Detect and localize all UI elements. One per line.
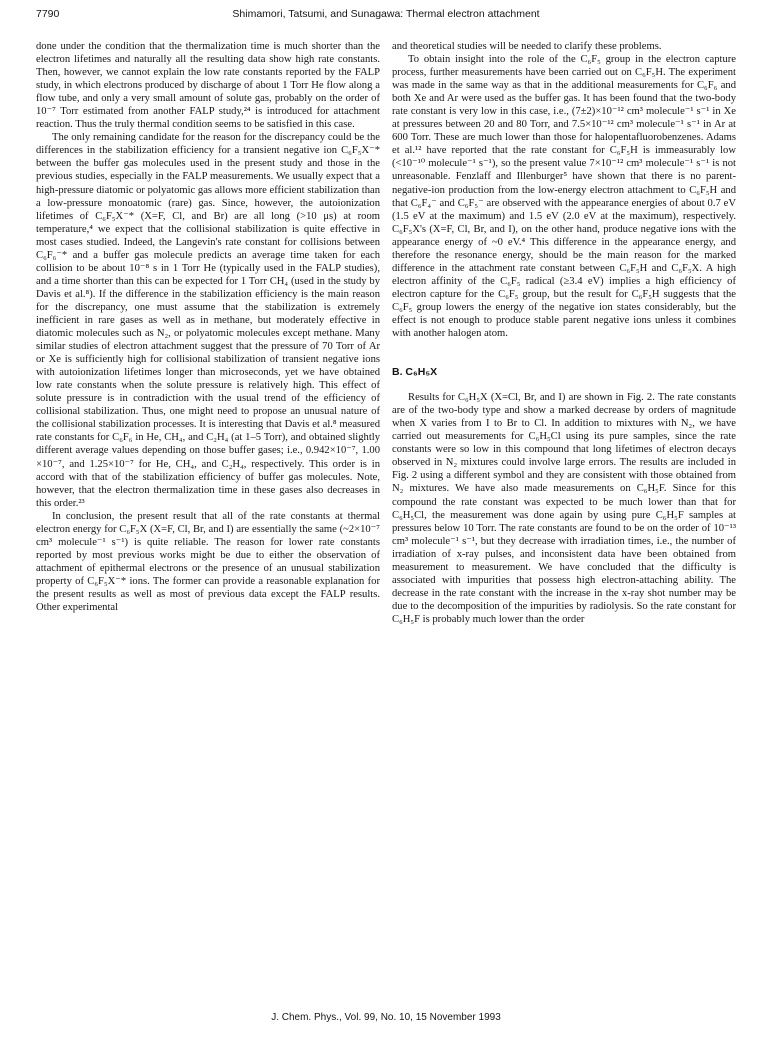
running-header — [36, 8, 736, 24]
paragraph: To obtain insight into the role of the C₆F₅ group in the electron capture process, further measurements have been carried out on C₆F₅H. The experiment was made in the same way as that in the additional measurements for C₆F₆ and both Xe and Ar were used as the buffer gas. It has been found that the two-body rate constant is very low in this case, i.e., (7±2)×10⁻¹² cm³ molecule⁻¹ s⁻¹ in Xe at pressures between 20 and 80 Torr, and 7.5×10⁻¹² cm³ molecule⁻¹ s⁻¹ in Ar at 600 Torr. These are much lower than those for halopentafluorobenzenes. Adams et al.¹² have reported that the rate constant for C₆F₅H is immeasurably low (<10⁻¹⁰ molecule⁻¹ s⁻¹), so the present value 7×10⁻¹² cm³ molecule⁻¹ s⁻¹ is not unreasonable. Fenzlaff and Illenburger⁵ have shown that there is no parent-negative-ion production from the low-energy electron attachment to C₆F₅H and that C₆F₄⁻ and C₆F₅⁻ are observed with the appearance energies of about 0.7 eV (1.5 eV at the maximum) and 1.5 eV (2.0 eV at the maximum), respectively. C₆F₅X's (X=F, Cl, Br, and I), on the other hand, produce negative ions with the appearance energy of ~0 eV.⁴ This difference in the appearance energy, and therefore the resonance energy, should be the main reason for the marked difference in the attachment rate constant between C₆F₅H and C₆F₅X. A high electron affinity of the C₆F₅ radical (≥3.4 eV) implies a high efficiency of electron capture for the C₆F₅ group, but the result for C₆F₅H suggests that the C₆F₅ group lowers the energy of the negative ion states considerably, but the effect is not enough to produce stable parent negative ions unless it combines with another halogen atom. — [392, 54, 736, 340]
running-title: Shimamori, Tatsumi, and Sunagawa: Thermal electron attachment — [232, 8, 540, 20]
page-number: 7790 — [36, 8, 60, 20]
paragraph: and theoretical studies will be needed to clarify these problems. — [392, 41, 662, 52]
section-heading: B. C₆H₅X — [392, 366, 438, 379]
paragraph: Results for C₆H₅X (X=Cl, Br, and I) are shown in Fig. 2. The rate constants are of the two-body type and show a marked decrease by orders of magnitude when X varies from I to Br to Cl. In addition to mixtures with N₂, we have carried out measurements for C₆H₅Cl using its pure samples, since the rate constants were so low in this compound that long lifetimes of electron decays observed in N₂ mixtures could involve large errors. The results are included in Fig. 2 using a different symbol and they are consistent with those obtained from N₂ mixtures. We have also made measurements on C₆H₅F. Since for this compound the rate constant was expected to be much lower than that for C₆H₅Cl, the measurement was done again by using pure C₆H₅F samples at pressures below 10 Torr. The rate constants are found to be on the order of 10⁻¹³ cm³ molecule⁻¹ s⁻¹, but they decrease with irradiation times, i.e., the number of irradiation of x-ray pulses, and inconsistent data have been obtained from measurement to measurement. We have concluded that the difficulty is associated with impurities that possess high electron-attaching ability. The decrease in the rate constant with the increase in the x-ray shot number may be due to the decomposition of the impurities by radiolysis. So the rate constant for C₆H₅F is probably much lower than the order — [392, 392, 736, 625]
paragraph: The only remaining candidate for the reason for the discrepancy could be the differences in the stabilization efficiency for a transient negative ion C₆F₅X⁻* between the buffer gas molecules used in the present study and those in the previous studies, especially in the FALP measurements. We usually expect that a high-pressure diatomic or polyatomic gas allows more efficient stabilization than a low-pressure monoatomic (rare) gas. Since, however, the autoionization lifetimes of C₆F₅X⁻* (X=F, Cl, and Br) are all long (>10 μs) at room temperature,⁴ we expect that the collisional stabilization is quite effective in most cases studied. Indeed, the Langevin's rate constant for collisions between C₆F₆⁻* and a buffer gas molecule predicts an average time taken for each collision to be about 10⁻⁸ s in 1 Torr He (typically used in the FALP studies), and a time shorter than this can be expected for 1 Torr CH₄ (used in the study by Davis et al.⁸). If the difference in the stabilization efficiency is the main reason for the discrepancy, one must assume that the stabilization is extremely inefficient in rare gases as well as in methane, but moderately effective in diatomic molecules such as N₂, or polyatomic molecules except methane. Many similar studies of electron attachment suggest that the pressure of 70 Torr of Ar or Xe is sufficiently high for collisional stabilization of transient negative ions with autoionization lifetimes longer than microseconds, yet we have obtained low rate constants when the solute pressure is relatively high. This effect of solute pressure is in contradiction with the usual trend of the efficiency of collisional stabilization. Thus, one might need to propose an unusual nature of the collisional stabilization processes. It is interesting that Davis et al.⁸ measured rate constants for C₆F₆ in He, CH₄, and C₂H₄ (at 1–5 Torr), and obtained slightly different average values depending on those buffer gases; i.e., 0.942×10⁻⁷, 1.00 ×10⁻⁷, and 1.25×10⁻⁷ for He, CH₄, and C₂H₄, respectively. This order is in accord with that of the stabilization efficiency of buffer gas molecules. Note, however, that the electron thermalization time in these gases also decreases in this order.²³ — [36, 132, 380, 509]
paragraph: done under the condition that the thermalization time is much shorter than the electron lifetimes and naturally all the resulting data show high rate constants. Then, however, we cannot explain the low rate constants reported by the FALP study, in which electrons produced by discharge of about 1 Torr He flow along a flow tube, and only a very small amount of solute gas, probably on the order of 10⁻⁷ Torr estimated from another FALP study,²⁴ is introduced for attachment reaction. Thus the truly thermal condition seems to be satisfied in this case. — [36, 41, 380, 131]
left-column — [36, 40, 380, 614]
right-column — [392, 40, 736, 626]
journal-footer: J. Chem. Phys., Vol. 99, No. 10, 15 November 1993 — [271, 1012, 501, 1023]
paragraph: In conclusion, the present result that all of the rate constants at thermal electron energy for C₆F₅X (X=F, Cl, Br, and I) are essentially the same (~2×10⁻⁷ cm³ molecule⁻¹ s⁻¹) is quite reliable. The reason for lower rate constants reported by most previous works might be due to either the observation of attachment of epithermal electrons or the presence of an unusual stabilization property of C₆F₅X⁻* ions. The former can provide a reasonable explanation for the present results as well as most of previous data except the FALP results. Other experimental — [36, 510, 380, 614]
